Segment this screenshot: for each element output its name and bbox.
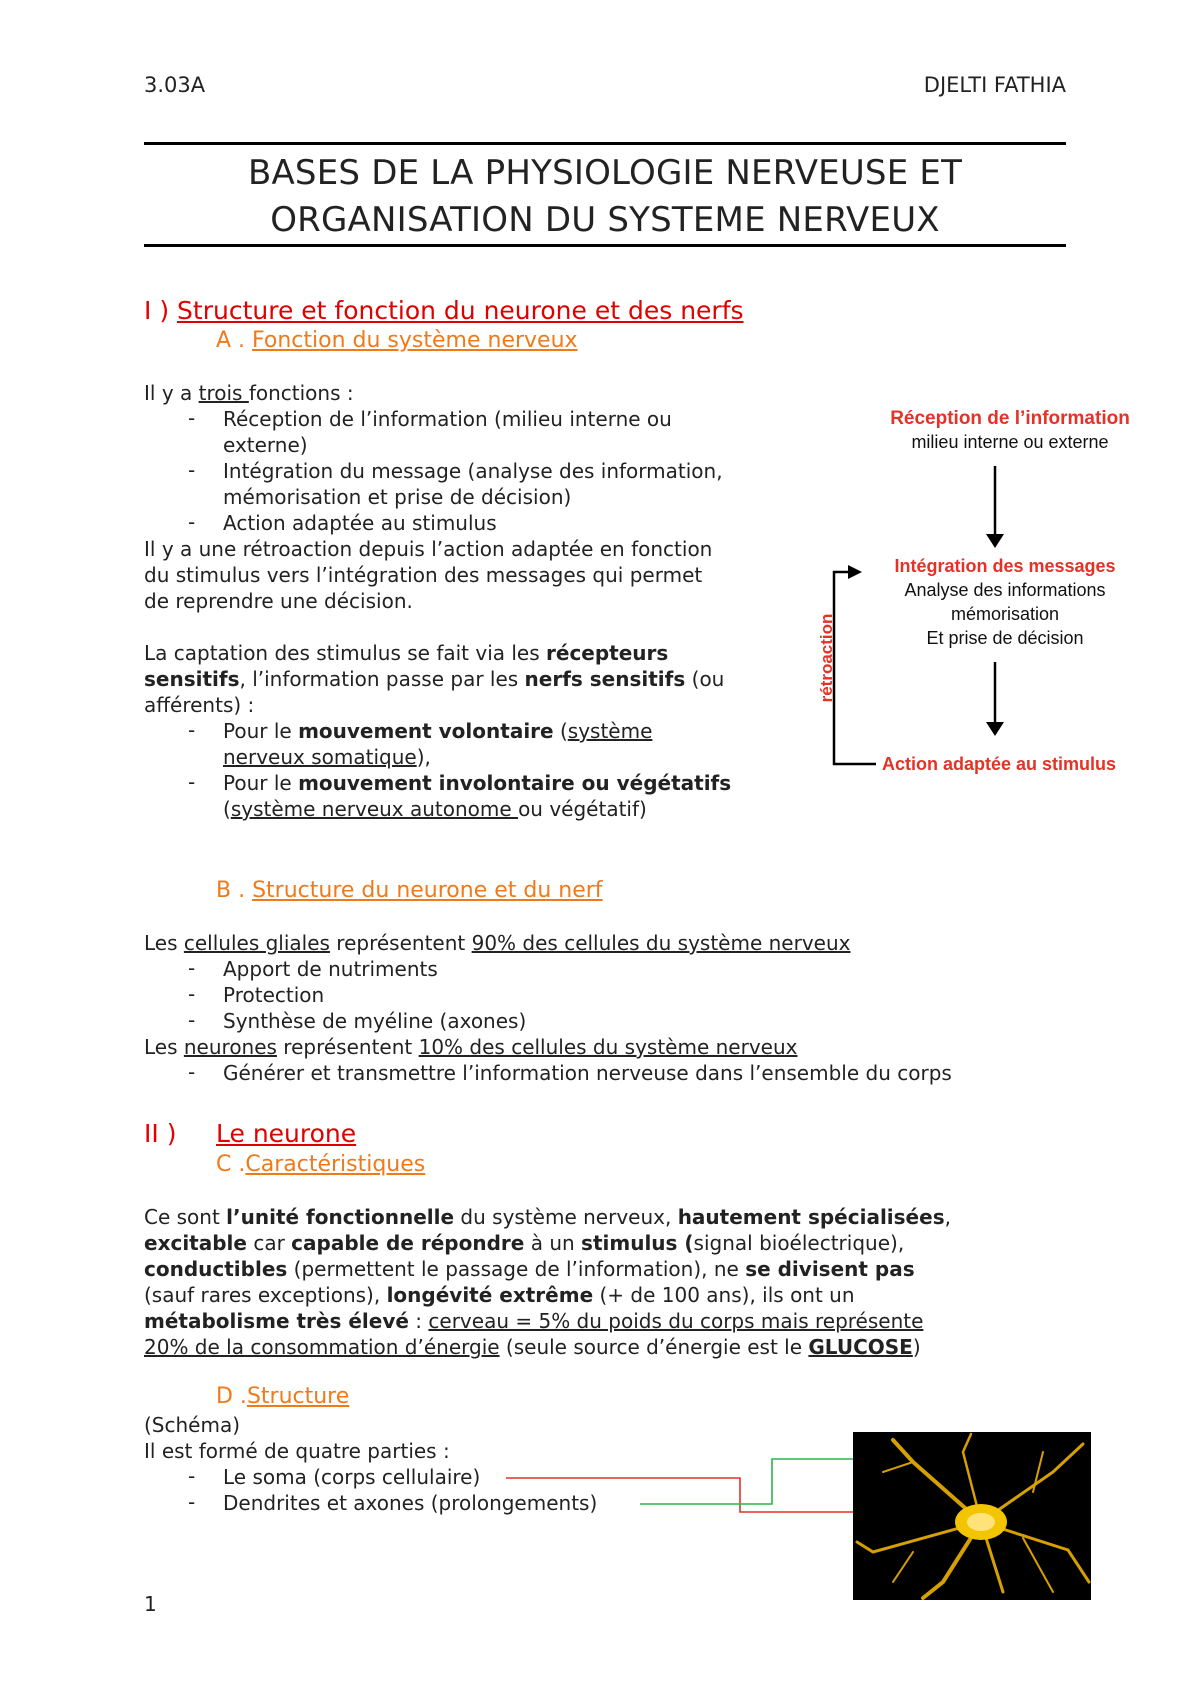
paragraph-captation: La captation des stimulus se fait via les récepteurs sensitifs, l’information passe par les nerfs sensitifs (ou afférents) : [144, 641, 725, 717]
bullet-myelin: Synthèse de myéline (axones) [223, 1009, 527, 1033]
bullet-reception: Réception de l’information (milieu interne ou externe) [223, 407, 672, 457]
subsection-d-title: Structure [246, 1384, 350, 1409]
bullet-voluntary: Pour le mouvement volontaire (système nerveux somatique), [223, 719, 653, 769]
bullet-dash: - [188, 982, 196, 1006]
subsection-c-title: Caractéristiques [245, 1152, 426, 1177]
bullet-soma: Le soma (corps cellulaire) [223, 1465, 481, 1489]
bullet-dash: - [188, 510, 196, 534]
diagram-reception-sub: milieu interne ou externe [911, 432, 1109, 452]
feedback-diagram [817, 408, 1200, 778]
diagram-reception-title: Réception de l’information [890, 408, 1130, 429]
page-number: 1 [144, 1592, 157, 1616]
section-2-title: Le neurone [216, 1119, 357, 1148]
bullet-nutrients: Apport de nutriments [223, 957, 438, 981]
bullet-dendrites-axons: Dendrites et axones (prolongements) [223, 1491, 598, 1515]
bullet-dash: - [188, 1490, 196, 1514]
red-connector [506, 1478, 908, 1512]
diagram-arrows [820, 408, 1200, 778]
subsection-b-title: Structure du neurone et du nerf [252, 878, 603, 903]
bullet-dash: - [188, 956, 196, 980]
neuron-micrograph [853, 1432, 1091, 1600]
subsection-a-title: Fonction du système nerveux [252, 328, 578, 353]
paragraph-four-parts: Il est formé de quatre parties : [144, 1439, 450, 1463]
section-2-number: II ) [144, 1119, 177, 1148]
title-line-2: ORGANISATION DU SYSTEME NERVEUX [270, 200, 940, 240]
diagram-action-title: Action adaptée au stimulus [882, 754, 1117, 774]
diagram-integration-title: Intégration des messages [894, 556, 1116, 576]
diagram-integration-sub2: mémorisation [950, 604, 1060, 624]
title-bottom-rule [144, 244, 1066, 247]
subsection-b-heading: B . Structure du neurone et du nerf [216, 878, 603, 903]
bullet-action: Action adaptée au stimulus [223, 511, 497, 535]
doc-code: 3.03A [144, 73, 206, 97]
paragraph-neurons: Les neurones représentent 10% des cellules du système nerveux [144, 1035, 798, 1059]
section-1-number: I ) [144, 296, 178, 325]
bullet-dash: - [188, 1008, 196, 1032]
subsection-d-heading: D .Structure [216, 1384, 350, 1409]
paragraph-three-functions: Il y a trois fonctions : [144, 381, 354, 405]
feedback-arrow-head [848, 565, 862, 579]
bullet-protection: Protection [223, 983, 325, 1007]
bullet-dash: - [188, 1060, 196, 1084]
arrow-head-2 [986, 722, 1004, 736]
bullet-transmit: Générer et transmettre l’information nerveuse dans l’ensemble du corps [223, 1061, 952, 1085]
arrow-head-1 [986, 534, 1004, 548]
author-name: DJELTI FATHIA [923, 73, 1066, 97]
diagram-integration-sub3: Et prise de décision [926, 628, 1084, 648]
bullet-dash: - [188, 406, 196, 430]
bullet-involuntary: Pour le mouvement involontaire ou végétatifs (système nerveux autonome ou végétatif) [223, 771, 732, 821]
feedback-loop-line [834, 572, 876, 764]
bullet-dash: - [188, 770, 196, 794]
paragraph-glial-cells: Les cellules gliales représentent 90% des cellules du système nerveux [144, 931, 851, 955]
paragraph-retroaction: Il y a une rétroaction depuis l’action adaptée en fonction du stimulus vers l’intégration des messages qui permet de reprendre une décision. [144, 537, 713, 613]
subsection-c-heading: C .Caractéristiques [216, 1152, 426, 1177]
diagram-integration-sub1: Analyse des informations [904, 580, 1106, 600]
subsection-a-heading: A . Fonction du système nerveux [216, 328, 578, 353]
page-title [144, 150, 1066, 244]
section-1-heading [144, 296, 744, 325]
section-1-title: Structure et fonction du neurone et des nerfs [177, 296, 744, 325]
bullet-dash: - [188, 1464, 196, 1488]
title-top-rule [144, 142, 1066, 145]
bullet-integration: Intégration du message (analyse des information, mémorisation et prise de décision) [223, 459, 723, 509]
bullet-dash: - [188, 718, 196, 742]
title-line-1: BASES DE LA PHYSIOLOGIE NERVEUSE ET [247, 153, 963, 193]
bullet-dash: - [188, 458, 196, 482]
diagram-retroaction-label: rétroaction [817, 613, 836, 703]
schema-note: (Schéma) [144, 1413, 241, 1437]
paragraph-characteristics: Ce sont l’unité fonctionnelle du système nerveux, hautement spécialisées, excitable car capable de répondre à un stimulus (signal bioélectrique), conductibles (permettent le passage de l’information), ne se divisent pas (sauf rares exceptions), longévité extrême (+ de 100 ans), ils ont un métabolisme très élevé : cerveau = 5% du poids du corps mais représente 20% de la consommation d’énergie (seule source d’énergie est le GLUCOSE) [144, 1205, 951, 1359]
